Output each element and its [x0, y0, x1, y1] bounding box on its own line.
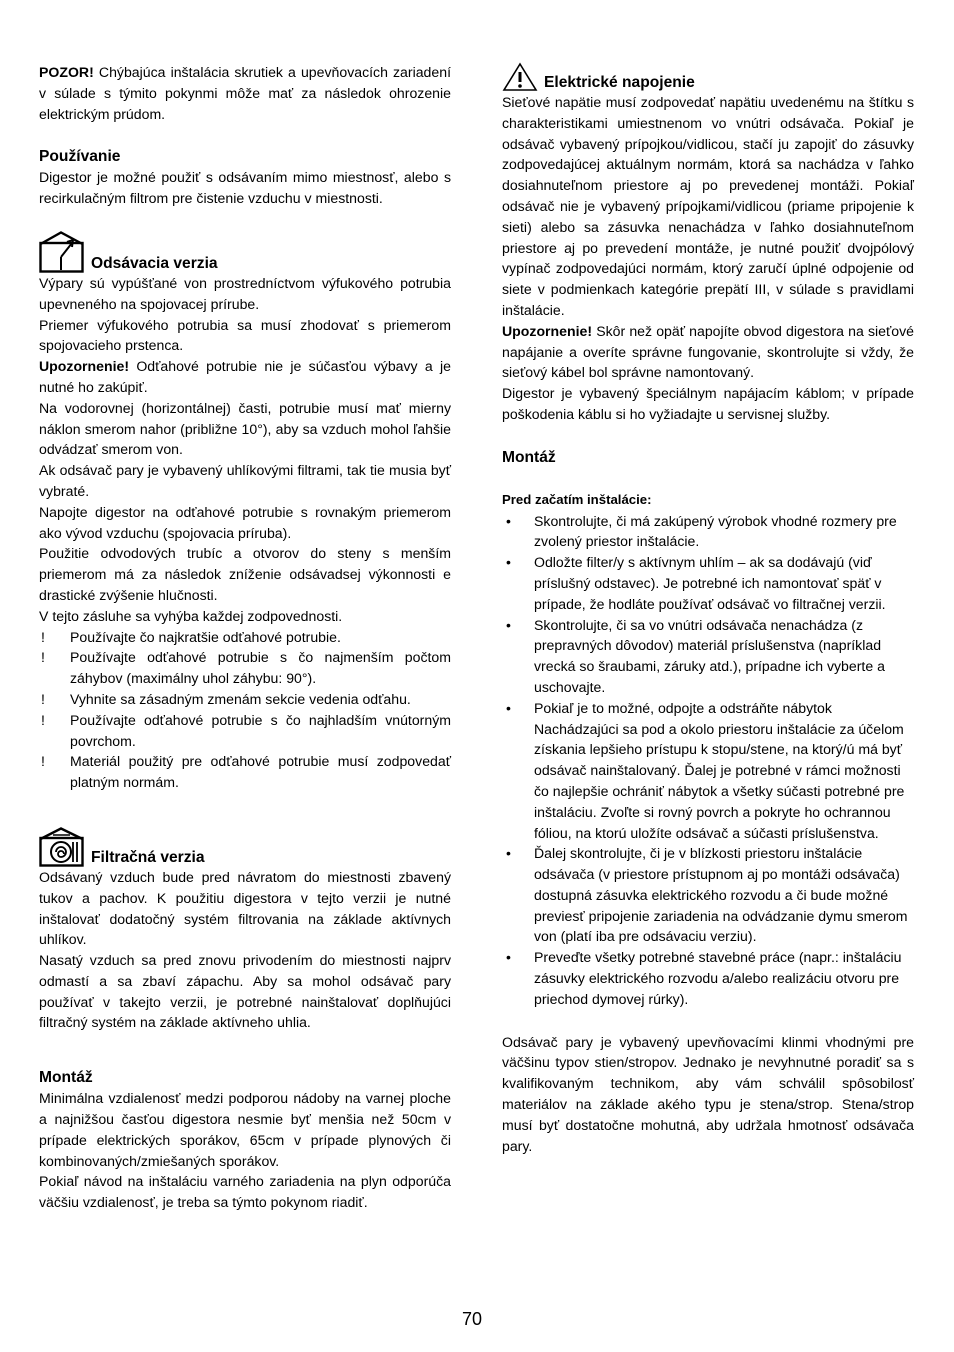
list-item-text: Materiál použitý pre odťahové potrubie musí zodpovedať platným normám.	[70, 753, 451, 791]
list-item-text: Používajte odťahové potrubie s čo najhladším vnútorným povrchom.	[70, 711, 451, 749]
usage-text: Digestor je možné použiť s odsávaním mimo miestnosť, alebo s recirkulačným filtrom pre čistenie vzduchu v miestnosti.	[39, 169, 451, 207]
exhaust-note-text: Odťahové potrubie nie je súčasťou výbavy a je nutné ho zakúpiť.	[39, 358, 451, 395]
list-bullet: •	[506, 699, 511, 716]
exhaust-p4: Ak odsávač pary je vybavený uhlíkovými filtrami, tak tie musia byť vybraté.	[39, 462, 451, 499]
exhaust-p7: V tejto zásluhe sa vyhýba každej zodpovednosti.	[39, 607, 343, 624]
exhaust-p6: Použitie odvodových trubíc a otvorov do steny s menším priemerom má za následok zníženie odsávadsej výkonnosti e drastické zvýšenie hlučnosti.	[39, 545, 451, 603]
list-item	[39, 689, 451, 710]
house-exhaust-icon	[39, 231, 85, 273]
exhaust-heading: Odsávacia verzia	[91, 254, 218, 272]
list-item	[502, 615, 914, 698]
warning-label: POZOR!	[39, 64, 94, 80]
exhaust-note-label: Upozornenie!	[39, 358, 130, 375]
electric-note-text: Skôr než opäť napojíte obvod digestora na sieťové napájanie a overíte správne fungovanie, skontrolujte si vždy, že sieťový kábel bol správne namontovaný.	[502, 322, 914, 381]
electric-p2: Digestor je vybavený špeciálnym napájacím káblom; v prípade poškodenia káblu si ho vyžiadajte u servisnej služby.	[502, 385, 914, 422]
mount-p2: Pokiaľ návod na inštaláciu varného zariadenia na plyn odporúča väčšiu vzdialenosť, je treba sa týmto pokynom riadiť.	[39, 1173, 451, 1211]
warning-paragraph	[39, 62, 451, 124]
exhaust-p1: Výpary sú vypúšťané von prostredníctvom výfukového potrubia upevneného na spojovacej prírube.	[39, 274, 451, 312]
list-marker: !	[41, 628, 45, 645]
exhaust-p2: Priemer výfukového potrubia sa musí zhodovať s priemerom spojovacieho prstenca.	[39, 316, 451, 354]
exhaust-note	[39, 356, 451, 398]
left-column	[39, 62, 451, 1213]
list-item	[39, 647, 451, 689]
electric-note	[502, 321, 914, 383]
list-item	[502, 511, 914, 553]
list-item-text: Používajte čo najkratšie odťahové potrubie.	[70, 628, 341, 645]
warning-triangle-icon	[502, 62, 538, 92]
list-item-text: Ďalej skontrolujte, či je v blízkosti priestoru inštalácie odsávača (v priestore prístupnom aj po montáži odsávača) dostupná zásuvka elektrického rozvodu a či bude možné previesť pripojenie zariadenia na odvádzanie dymu smerom von (platí iba pre odsávaciu verziu).	[534, 845, 908, 945]
list-item	[502, 698, 914, 844]
filter-heading: Filtračná verzia	[91, 848, 205, 866]
mount-heading-right: Montáž	[502, 448, 556, 466]
list-item	[502, 552, 914, 614]
list-marker: !	[41, 649, 45, 666]
list-marker: !	[41, 753, 45, 770]
list-bullet: •	[506, 949, 511, 966]
list-bullet: •	[506, 554, 511, 571]
list-item	[502, 843, 914, 947]
filter-p1: Odsávaný vzduch bude pred návratom do miestnosti zbavený tukov a pachov. K použitiu digestora v tejto verzii je nutné inštalovať dodatočný systém filtrovania na základe aktívnych uhlíkov.	[39, 868, 451, 948]
mount-subtitle: Pred začatím inštalácie:	[502, 491, 652, 507]
mount-p1: Minimálna vzdialenosť medzi podporou nádoby na varnej ploche a najnižšou časťou digestora nesmie byť menšia než 50cm v prípade elektrických sporákov, 65cm v prípade plynových či kombinovaných/zmiešaných sporákov.	[39, 1090, 451, 1169]
exhaust-p5: Napojte digestor na odťahové potrubie s rovnakým priemerom ako vývod vzduchu (spojovacia príruba).	[39, 503, 451, 541]
list-item	[39, 751, 451, 793]
mount-closing: Odsávač pary je vybavený upevňovacími klinmi vhodnými pre väčšinu typov stien/stropov. Jednako je nevyhnutné poradiť sa s kvalifikovaným technikom, aby vám schválil spôsobilosť materiálov na základe akého typu je stena/strop. Stena/strop musí byť dostatočne mohutná, aby udržala hmotnosť odsávača pary.	[502, 1033, 914, 1154]
electric-note-label: Upozornenie!	[502, 322, 593, 339]
exhaust-list	[39, 627, 451, 793]
warning-text: Chýbajúca inštalácia skrutiek a upevňovacích zariadení v súlade s týmito pokynmi môže mať za následok ohrozenie elektrickým prúdom.	[39, 64, 451, 122]
list-item-text: Pokiaľ je to možné, odpojte a odstráňte nábytok Nachádzajúci sa pod a okolo priestoru inštalácie za účelom získania lepšieho prístupu k stopu/stene, na ktorý/ú má byť odsávač nainštalovaný. Ďalej je potrebné v rámci možnosti čo najlepšie ochrániť nábytok a všetky súčasti potrebné pre inštaláciu. Zvoľte si rovný povrch a pokryte ho ochrannou fóliou, na ktorú uložíte odsávač a súčasti príslušenstva.	[534, 699, 905, 841]
list-item-text: Používajte odťahové potrubie s čo najmenším počtom záhybov (maximálny uhol záhybu: 90°).	[70, 649, 451, 687]
filter-p2: Nasatý vzduch sa pred znovu privodením do miestnosti najprv odmastí a sa zbaví zápachu. Aby sa mohol odsávač pary používať v takejto verzii, je potrebné nainštalovať doplňujúci filtračný systém na základe aktívneho uhlia.	[39, 952, 451, 1031]
exhaust-p3: Na vodorovnej (horizontálnej) časti, potrubie musí mať mierny náklon smerom nahor (približne 10°), aby sa vzduch mohol ľahšie odvádzať smerom von.	[39, 399, 451, 458]
list-item	[502, 947, 914, 1009]
mount-checklist	[502, 511, 914, 1010]
list-bullet: •	[506, 616, 511, 633]
page-number: 70	[462, 1309, 483, 1329]
list-item	[39, 710, 451, 752]
electric-p1: Sieťové napätie musí zodpovedať napätiu uvedenému na štítku s charakteristikami umiestnenom vo vnútri odsávača. Pokiaľ je odsávač vybavený prípojkou/vidlicou, stačí ju zapojiť do zásuvky zodpovedajúcej aktuálnym normám, ktorá sa nachádza v ľahko dosiahnuteľnom priestore aj po prevedenej montáži. Pokiaľ odsávač nie je vybavený prípojkami/vidlicou (priame pripojenie k sieti) alebo sa zásuvka nenachádza v ľahko dosiahnuteľnom priestore aj po prevedení montáže, je nutné použiť dvojpólový vypínač zodpovedajúci normám, ktorý zaručí úplné odpojenie od siete v podmienkach kategórie prepätí III, v súlade s pravidlami inštalácie.	[502, 94, 914, 318]
mount-heading-left: Montáž	[39, 1069, 93, 1087]
list-bullet: •	[506, 512, 511, 529]
list-item-text: Skontrolujte, či sa vo vnútri odsávača nenachádza (z prepravných dôvodov) materiál príslušenstva (napríklad vrecká so šraubami, záruky atd.), prípadne ich vyberte a uschovajte.	[534, 616, 885, 695]
list-item	[39, 627, 451, 648]
list-item-text: Vyhnite sa zásadným zmenám sekcie vedenia odťahu.	[70, 690, 411, 707]
list-bullet: •	[506, 845, 511, 862]
electric-heading-row	[502, 62, 914, 92]
list-item-text: Skontrolujte, či má zakúpený výrobok vhodné rozmery pre zvolený priestor inštalácie.	[534, 512, 897, 550]
list-item-text: Preveďte všetky potrebné stavebné práce (napr.: inštaláciu zásuvky elektrického rozvodu a/alebo realizáciu otvoru pre priechod dymovej rúrky).	[534, 949, 902, 1007]
exhaust-heading-row	[39, 231, 451, 273]
list-marker: !	[41, 690, 45, 707]
list-item-text: Odložte filter/y s aktívnym uhlím – ak sa dodávajú (viď príslušný odstavec). Je potrebné ich namontovať späť v prípade, že hodláte používať odsávač vo filtračnej verzii.	[534, 554, 886, 612]
list-marker: !	[41, 711, 45, 728]
electric-heading: Elektrické napojenie	[544, 74, 695, 91]
filter-heading-row	[39, 827, 451, 867]
right-column	[502, 62, 914, 1156]
usage-heading: Používanie	[39, 148, 121, 166]
house-filter-icon	[39, 827, 85, 867]
